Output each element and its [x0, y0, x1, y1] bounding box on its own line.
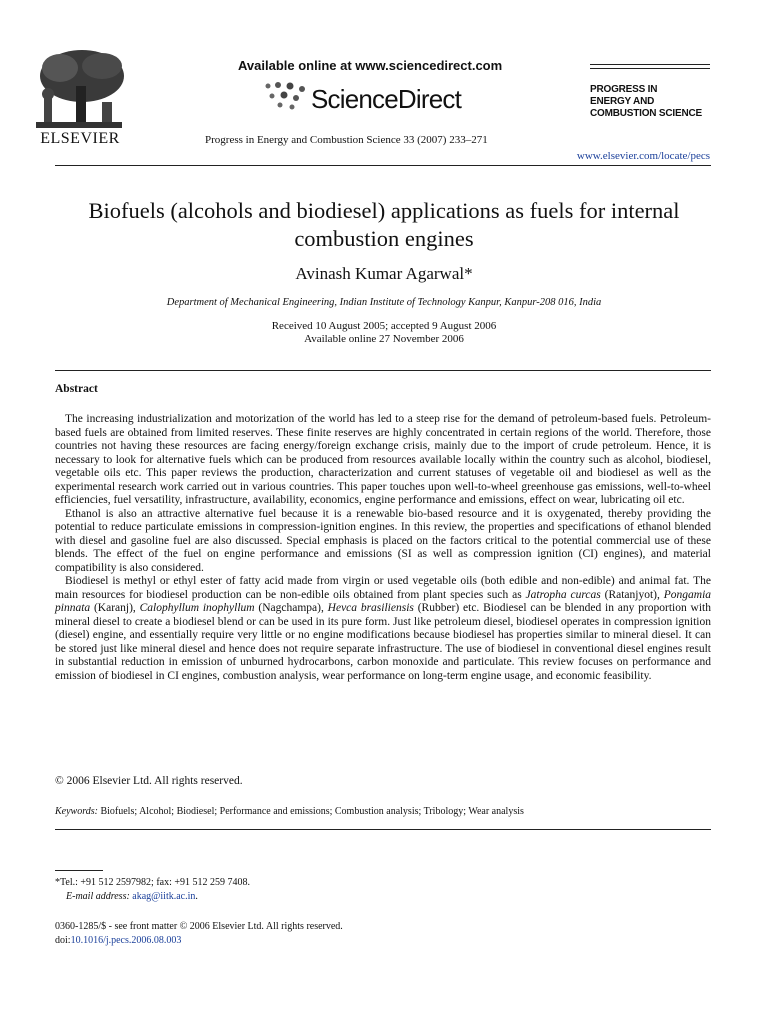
- keywords-label: Keywords:: [55, 806, 98, 817]
- species-name: Jatropha curcas: [525, 588, 601, 601]
- received-date: Received 10 August 2005; accepted 9 August 2006: [271, 320, 497, 332]
- journal-url-link[interactable]: www.elsevier.com/locate/pecs: [576, 150, 710, 162]
- email-label: E-mail address:: [66, 891, 130, 902]
- abstract-text: (Rubber) etc. Biodiesel can be blended in any proportion with mineral diesel to create a biodiesel blend or can be used in its pure form. Just like petroleum diesel, biodiesel operates in compression ignition (diesel) engine, and essentially require very little or no engine modifications because biodiesel has properties similar to mineral diesel. It can be stored just like mineral diesel and hence does not require separate infrastructure. The use of biodiesel in conventional diesel engines result in substantial reduction in emission of unburned hydrocarbons, carbon monoxide and particulate. This review focuses on performance and emission of biodiesel in CI engines, combustion analysis, wear performance on long-term engine usage, and economic feasibility.: [55, 602, 711, 682]
- footnote-contact: *Tel.: +91 512 2597982; fax: +91 512 259 7408.: [55, 877, 251, 888]
- keywords-list: Biofuels; Alcohol; Biodiesel; Performance and emissions; Combustion analysis; Tribology; Wear analysis: [97, 806, 524, 817]
- article-title: Biofuels (alcohols and biodiesel) applications as fuels for internal combustion engines: [88, 198, 680, 251]
- abstract-paragraph-3: [55, 575, 711, 683]
- abstract-divider: [55, 370, 711, 371]
- abstract-text: (Ratanjyot),: [600, 588, 664, 601]
- species-name: Calophyllum inophyllum: [139, 602, 255, 614]
- email-link[interactable]: akag@iitk.ac.in: [132, 891, 196, 902]
- journal-logo-rule-top-2: [590, 68, 710, 69]
- elsevier-tree-logo: [22, 46, 134, 134]
- abstract-body: [55, 413, 711, 683]
- journal-citation: Progress in Energy and Combustion Science 33 (2007) 233–271: [205, 134, 488, 146]
- publisher-name: ELSEVIER: [40, 130, 120, 147]
- doi-link[interactable]: 10.1016/j.pecs.2006.08.003: [70, 935, 182, 946]
- sciencedirect-logo-text: ScienceDirect: [311, 84, 461, 114]
- abstract-text: Biodiesel is methyl or ethyl ester of fatty acid made from virgin or used vegetable oils (both edible and non-edible) and animal fat. The main resources for biodiesel production can be non-edible oils obtained from plant species such as: [55, 575, 711, 601]
- abstract-heading: Abstract: [55, 383, 98, 395]
- journal-logo-line: PROGRESS IN: [590, 84, 658, 95]
- journal-logo-line: COMBUSTION SCIENCE: [590, 108, 702, 119]
- footnote-rule: [55, 870, 103, 871]
- doi-line: [55, 935, 181, 946]
- species-name: Pongamia pinnata: [55, 588, 712, 614]
- abstract-text: (Karanj),: [90, 602, 140, 614]
- journal-logo-line: ENERGY AND: [590, 96, 655, 107]
- species-name: Hevca brasiliensis: [327, 602, 414, 614]
- available-online-text: Available online at www.sciencedirect.com: [238, 58, 503, 73]
- copyright-notice: © 2006 Elsevier Ltd. All rights reserved.: [55, 775, 243, 787]
- footnote-email: [66, 891, 198, 902]
- abstract-text: (Nagchampa),: [254, 602, 328, 614]
- author-name: Avinash Kumar Agarwal*: [295, 264, 473, 283]
- abstract-paragraph-1: The increasing industrialization and motorization of the world has led to a steep rise for the demand of petroleum-based fuels. Petroleum-based fuels are obtained from limited reserves. These finite reserves are highly concentrated in certain regions of the world. Therefore, those countries not having these resources are facing energy/foreign exchange crisis, mainly due to the import of crude petroleum. Hence, it is necessary to look for alternative fuels which can be produced from resources available locally within the country such as alcohol, biodiesel, vegetable oils etc. This paper reviews the production, characterization and current statuses of vegetable oil and biodiesel as well as the experimental research work carried out in various countries. This paper touches upon well-to-wheel greenhouse gas emissions, well-to-wheel efficiencies, fuel versatility, infrastructure, availability, economics, engine performance and emissions, effect on wear, lubricating oil etc.: [55, 413, 711, 506]
- sciencedirect-dots-icon: [262, 80, 310, 110]
- journal-logo: [590, 84, 702, 120]
- doi-label: doi:: [55, 935, 71, 946]
- keywords-divider: [55, 829, 711, 830]
- journal-logo-rule-top: [590, 64, 710, 65]
- abstract-paragraph-2: Ethanol is also an attractive alternative fuel because it is a renewable bio-based resource and it is oxygenated, thereby providing the potential to reduce particulate emissions in compression-ignition engines. In this review, the properties and specifications of ethanol blended with diesel and gasoline fuel are also discussed. Special emphasis is placed on the factors critical to the potential commercial use of these blends. The effect of the fuel on engine performance and emissions (SI as well as compression ignition (CI) engines), and material compatibility is also considered.: [55, 507, 711, 574]
- issn-line: 0360-1285/$ - see front matter © 2006 Elsevier Ltd. All rights reserved.: [55, 921, 343, 932]
- author-affiliation: Department of Mechanical Engineering, Indian Institute of Technology Kanpur, Kanpur-208 016, India: [166, 297, 602, 308]
- keywords-line: [55, 806, 524, 817]
- header-divider: [55, 165, 711, 166]
- email-period: .: [195, 891, 198, 902]
- available-date: Available online 27 November 2006: [304, 333, 464, 345]
- article-dates: [0, 320, 768, 346]
